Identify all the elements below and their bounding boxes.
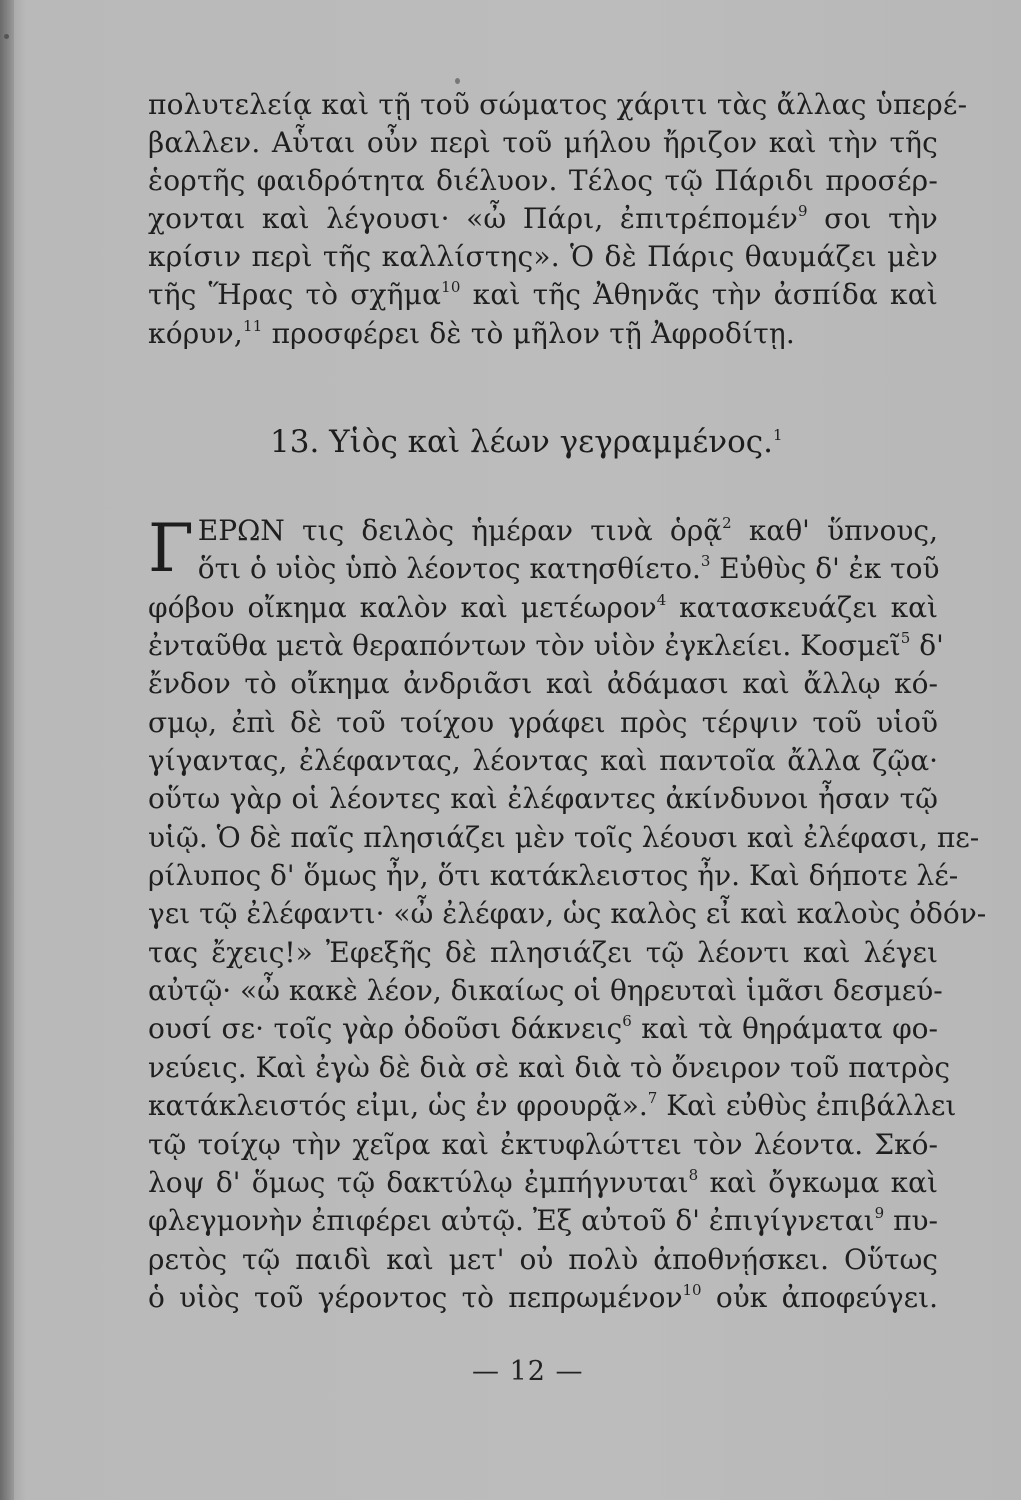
ink-speck (455, 78, 460, 84)
text-fragment: λοψ δ' ὅμως τῷ δακτύλῳ ἐμπήγνυται (148, 1165, 689, 1199)
text-line (148, 627, 944, 665)
text-line (148, 200, 938, 238)
text-fragment: φλεγμονὴν ἐπιφέρει αὐτῷ. Ἐξ αὐτοῦ δ' ἐπιγίγνεται (148, 1204, 875, 1238)
text-fragment: καὶ ὄγκωμα καὶ (709, 1165, 938, 1199)
text-fragment: πυ- (893, 1204, 938, 1238)
section-title-text: 13. Υἱὸς καὶ λέων γεγραμμένος. (270, 424, 774, 460)
text-line: αὐτῷ· «ὦ κακὲ λέον, δικαίως οἱ θηρευταὶ ἱμᾶσι δεσμεύ- (148, 974, 943, 1008)
text-fragment: καὶ τὰ θηράματα φο- (641, 1012, 938, 1046)
text-line: ἑορτῆς φαιδρότητα διέλυον. Τέλος τῷ Πάριδι προσέρ- (148, 164, 938, 198)
text-line (148, 1164, 938, 1202)
text-line: βαλλεν. Αὗται οὖν περὶ τοῦ μήλου ἤριζον καὶ τὴν τῆς (148, 126, 938, 160)
text-line: νεύεις. Καὶ ἐγὼ δὲ διὰ σὲ καὶ διὰ τὸ ὄνειρον τοῦ πατρὸς (148, 1050, 951, 1084)
text-line: υἱῷ. Ὁ δὲ παῖς πλησιάζει μὲν τοῖς λέουσι καὶ ἐλέφασι, πε- (148, 820, 980, 854)
text-line: ρίλυπος δ' ὅμως ἦν, ὅτι κατάκλειστος ἦν. Καὶ δήποτε λέ- (148, 859, 959, 893)
text-fragment: χονται καὶ λέγουσι· «ὦ Πάρι, ἐπιτρέπομέν (148, 202, 798, 236)
text-fragment: οὐκ ἀποφεύγει. (715, 1280, 938, 1314)
text-line: ἔνδον τὸ οἴκημα ἀνδριᾶσι καὶ ἀδάμασι καὶ ἄλλῳ κό- (148, 667, 938, 701)
text-fragment: κόρυν, (148, 316, 243, 350)
text-line (148, 1010, 938, 1048)
text-line: οὕτω γὰρ οἱ λέοντες καὶ ἐλέφαντες ἀκίνδυνοι ἦσαν τῷ (148, 782, 938, 816)
text-fragment: τῆς Ἥρας τὸ σχῆμα (148, 278, 442, 312)
text-line (148, 1087, 957, 1125)
text-line: γίγαντας, ἐλέφαντας, λέοντας καὶ παντοῖα ἄλλα ζῷα· (148, 744, 938, 778)
text-line: τῷ τοίχῳ τὴν χεῖρα καὶ ἐκτυφλώττει τὸν λέοντα. Σκό- (148, 1127, 938, 1161)
text-line (148, 1279, 938, 1317)
text-line: κρίσιν περὶ τῆς καλλίστης». Ὁ δὲ Πάρις θαυμάζει μὲν (148, 240, 938, 274)
footnote-marker: 9 (797, 202, 808, 221)
footnote-marker: 2 (722, 514, 732, 532)
footnote-marker: 4 (656, 590, 667, 609)
footnote-marker: 5 (900, 629, 911, 648)
footnote-marker: 3 (700, 552, 711, 571)
text-line: σμῳ, ἐπὶ δὲ τοῦ τοίχου γράφει πρὸς τέρψιν τοῦ υἱοῦ (148, 705, 938, 739)
footnote-marker: 6 (622, 1012, 632, 1031)
text-fragment: προσφέρει δὲ τὸ μῆλον τῇ Ἀφροδίτῃ. (271, 316, 796, 350)
text-fragment: Καὶ εὐθὺς ἐπιβάλλει (666, 1089, 957, 1123)
text-line: πολυτελείᾳ καὶ τῇ τοῦ σώματος χάριτι τὰς ἄλλας ὑπερέ- (148, 88, 968, 121)
section-heading (270, 424, 783, 460)
text-fragment: ὅτι ὁ υἱὸς ὑπὸ λέοντος κατησθίετο. (197, 552, 701, 586)
text-line (148, 276, 938, 314)
page-edge-shadow (0, 0, 14, 1500)
text-fragment: καθ' ὕπνους, (748, 514, 938, 547)
text-fragment: κατασκευάζει καὶ (679, 590, 938, 624)
text-fragment: ΕΡΩΝ τις δειλὸς ἡμέραν τινὰ ὁρᾷ (197, 514, 723, 547)
text-line (148, 315, 938, 353)
drop-cap: Γ (148, 510, 194, 587)
text-line (148, 550, 938, 588)
text-fragment: κατάκλειστός εἰμι, ὡς ἐν φρουρᾷ». (148, 1089, 648, 1123)
text-fragment: ουσί σε· τοῖς γὰρ ὀδοῦσι δάκνεις (148, 1012, 623, 1046)
footnote-marker: 10 (441, 278, 461, 297)
footnote-marker: 9 (874, 1204, 885, 1223)
footnote-marker: 8 (688, 1165, 699, 1184)
story-paragraph (148, 510, 987, 1317)
text-line: ρετὸς τῷ παιδὶ καὶ μετ' οὐ πολὺ ἀποθνῄσκει. Οὕτως (148, 1242, 938, 1276)
footnote-marker: 1 (773, 426, 783, 444)
text-line (148, 1202, 938, 1240)
text-fragment: ὁ υἱὸς τοῦ γέροντος τὸ πεπρωμένον (148, 1280, 683, 1314)
text-line (148, 512, 938, 550)
page-number: — 12 — (472, 1356, 584, 1387)
text-line: γει τῷ ἐλέφαντι· «ὦ ἐλέφαν, ὡς καλὸς εἶ καὶ καλοὺς ὀδόν- (148, 897, 987, 931)
text-line: τας ἔχεις!» Ἐφεξῆς δὲ πλησιάζει τῷ λέοντι καὶ λέγει (148, 935, 938, 969)
text-line (148, 589, 938, 627)
footnote-marker: 10 (682, 1280, 702, 1299)
text-fragment: Εὐθὺς δ' ἐκ τοῦ (719, 552, 940, 586)
text-fragment: καὶ τῆς Ἀθηνᾶς τὴν ἀσπίδα καὶ (472, 278, 938, 312)
footnote-marker: 7 (647, 1089, 658, 1108)
ink-speck (4, 34, 9, 39)
footnote-marker: 11 (242, 316, 263, 335)
paragraph-continued (148, 86, 968, 353)
text-fragment: ἐνταῦθα μετὰ θεραπόντων τὸν υἱὸν ἐγκλείει. Κοσμεῖ (148, 629, 901, 663)
text-fragment: δ' (919, 629, 944, 663)
text-fragment: φόβου οἴκημα καλὸν καὶ μετέωρον (148, 590, 657, 624)
text-fragment: σοι τὴν (824, 202, 938, 236)
